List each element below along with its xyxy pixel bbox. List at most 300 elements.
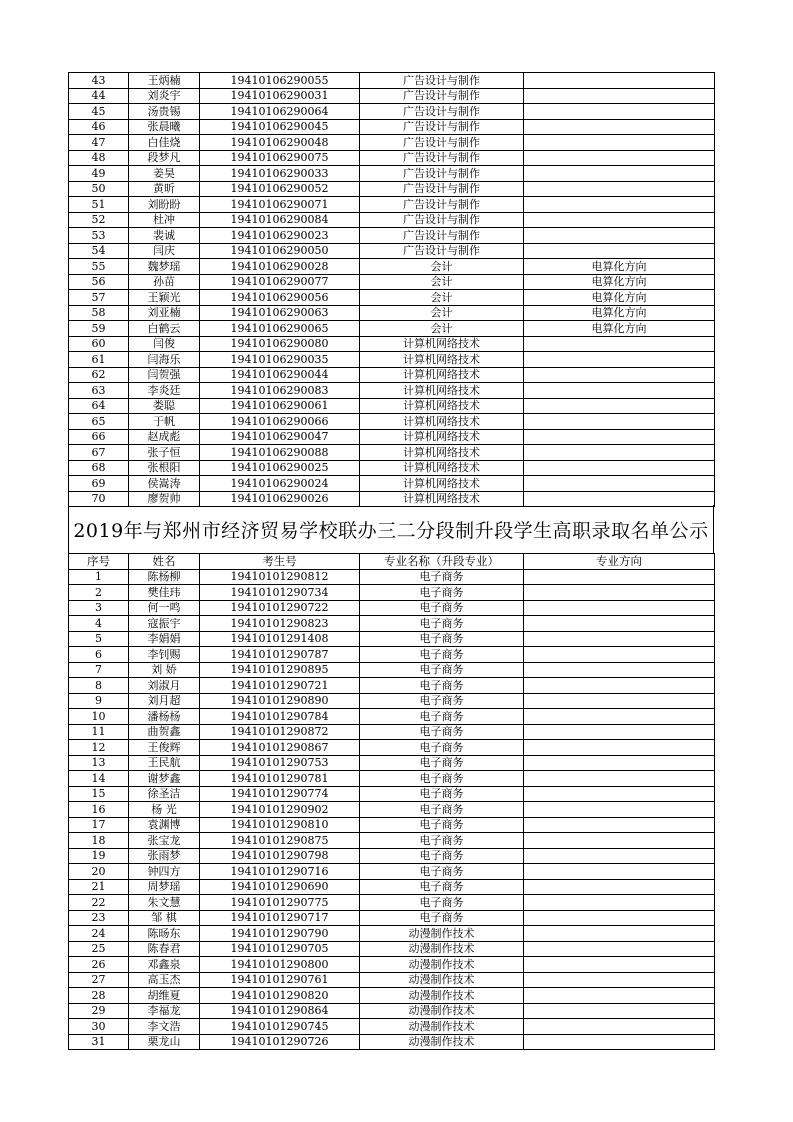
cell-direction <box>524 786 715 802</box>
cell-direction <box>524 802 715 818</box>
cell-index: 28 <box>69 988 129 1004</box>
cell-name: 闫俊 <box>129 336 200 352</box>
table-row <box>69 73 715 89</box>
cell-name: 段梦凡 <box>129 150 200 166</box>
cell-major: 电子商务 <box>360 600 524 616</box>
cell-direction <box>524 383 715 399</box>
cell-index: 16 <box>69 802 129 818</box>
cell-index: 64 <box>69 398 129 414</box>
cell-exam-id: 19410101290902 <box>200 802 360 818</box>
cell-major: 电子商务 <box>360 616 524 632</box>
cell-direction <box>524 972 715 988</box>
cell-major: 动漫制作技术 <box>360 926 524 942</box>
cell-name: 王俊辉 <box>129 740 200 756</box>
cell-index: 18 <box>69 833 129 849</box>
cell-index: 63 <box>69 383 129 399</box>
cell-major: 会计 <box>360 290 524 306</box>
cell-exam-id: 19410106290028 <box>200 259 360 275</box>
cell-index: 13 <box>69 755 129 771</box>
cell-name: 朱文慧 <box>129 895 200 911</box>
cell-name: 刘淑月 <box>129 678 200 694</box>
cell-exam-id: 19410106290077 <box>200 274 360 290</box>
cell-index: 8 <box>69 678 129 694</box>
cell-major: 广告设计与制作 <box>360 212 524 228</box>
cell-index: 65 <box>69 414 129 430</box>
cell-exam-id: 19410101290716 <box>200 864 360 880</box>
cell-direction <box>524 414 715 430</box>
cell-direction <box>524 73 715 89</box>
cell-exam-id: 19410106290052 <box>200 181 360 197</box>
cell-major: 电子商务 <box>360 848 524 864</box>
cell-major: 电子商务 <box>360 895 524 911</box>
cell-index: 46 <box>69 119 129 135</box>
cell-direction <box>524 166 715 182</box>
table-row <box>69 910 715 926</box>
cell-major: 电子商务 <box>360 817 524 833</box>
cell-major: 电子商务 <box>360 724 524 740</box>
cell-name: 黄昕 <box>129 181 200 197</box>
cell-direction <box>524 988 715 1004</box>
cell-exam-id: 19410106290056 <box>200 290 360 306</box>
cell-direction: 电算化方向 <box>524 321 715 337</box>
cell-direction <box>524 600 715 616</box>
table-row <box>69 352 715 368</box>
table-row <box>69 755 715 771</box>
cell-name: 娄聪 <box>129 398 200 414</box>
cell-name: 张子恒 <box>129 445 200 461</box>
table-row <box>69 414 715 430</box>
cell-direction <box>524 1034 715 1050</box>
cell-direction <box>524 429 715 445</box>
cell-index: 68 <box>69 460 129 476</box>
cell-direction <box>524 941 715 957</box>
table-row <box>69 895 715 911</box>
cell-exam-id: 19410106290065 <box>200 321 360 337</box>
cell-major: 电子商务 <box>360 740 524 756</box>
cell-index: 70 <box>69 491 129 507</box>
cell-exam-id: 19410106290031 <box>200 88 360 104</box>
cell-exam-id: 19410106290055 <box>200 73 360 89</box>
cell-name: 胡维夏 <box>129 988 200 1004</box>
cell-name: 刘盼盼 <box>129 197 200 213</box>
cell-direction <box>524 1003 715 1019</box>
cell-index: 50 <box>69 181 129 197</box>
table-row <box>69 724 715 740</box>
cell-exam-id: 19410106290064 <box>200 104 360 120</box>
cell-name: 高玉杰 <box>129 972 200 988</box>
table-row <box>69 879 715 895</box>
cell-major: 电子商务 <box>360 755 524 771</box>
cell-major: 广告设计与制作 <box>360 88 524 104</box>
cell-exam-id: 19410101290784 <box>200 709 360 725</box>
cell-major: 广告设计与制作 <box>360 166 524 182</box>
table-row <box>69 802 715 818</box>
header-row <box>69 554 715 570</box>
table-row <box>69 429 715 445</box>
cell-name: 樊佳玮 <box>129 585 200 601</box>
cell-name: 廖贺帅 <box>129 491 200 507</box>
cell-exam-id: 19410101290864 <box>200 1003 360 1019</box>
cell-index: 21 <box>69 879 129 895</box>
cell-direction <box>524 910 715 926</box>
table-body <box>69 73 715 507</box>
cell-direction <box>524 662 715 678</box>
cell-major: 会计 <box>360 305 524 321</box>
cell-name: 张晨曦 <box>129 119 200 135</box>
cell-name: 张根阳 <box>129 460 200 476</box>
cell-name: 钟四方 <box>129 864 200 880</box>
cell-name: 李炎廷 <box>129 383 200 399</box>
cell-index: 24 <box>69 926 129 942</box>
table-row <box>69 383 715 399</box>
cell-index: 61 <box>69 352 129 368</box>
cell-major: 计算机网络技术 <box>360 460 524 476</box>
cell-major: 电子商务 <box>360 802 524 818</box>
header-major: 专业名称（升段专业） <box>360 554 524 570</box>
cell-major: 电子商务 <box>360 910 524 926</box>
cell-index: 47 <box>69 135 129 151</box>
table-row <box>69 197 715 213</box>
cell-index: 11 <box>69 724 129 740</box>
cell-index: 29 <box>69 1003 129 1019</box>
cell-direction <box>524 398 715 414</box>
table-row <box>69 305 715 321</box>
cell-exam-id: 19410106290088 <box>200 445 360 461</box>
cell-major: 电子商务 <box>360 631 524 647</box>
table-row <box>69 771 715 787</box>
header-index: 序号 <box>69 554 129 570</box>
cell-exam-id: 19410101290812 <box>200 569 360 585</box>
cell-name: 刘炎宇 <box>129 88 200 104</box>
cell-index: 10 <box>69 709 129 725</box>
cell-name: 魏梦瑶 <box>129 259 200 275</box>
cell-index: 43 <box>69 73 129 89</box>
cell-exam-id: 19410106290035 <box>200 352 360 368</box>
cell-major: 动漫制作技术 <box>360 988 524 1004</box>
cell-name: 袁渊博 <box>129 817 200 833</box>
table-row <box>69 243 715 259</box>
cell-index: 56 <box>69 274 129 290</box>
table-row <box>69 460 715 476</box>
table-row <box>69 259 715 275</box>
cell-direction <box>524 631 715 647</box>
cell-index: 27 <box>69 972 129 988</box>
cell-exam-id: 19410101290875 <box>200 833 360 849</box>
cell-index: 3 <box>69 600 129 616</box>
cell-name: 徐圣洁 <box>129 786 200 802</box>
cell-exam-id: 19410101290722 <box>200 600 360 616</box>
cell-exam-id: 19410106290084 <box>200 212 360 228</box>
cell-major: 计算机网络技术 <box>360 336 524 352</box>
cell-name: 潘杨杨 <box>129 709 200 725</box>
table-row <box>69 740 715 756</box>
cell-name: 李文浩 <box>129 1019 200 1035</box>
cell-direction <box>524 755 715 771</box>
cell-major: 广告设计与制作 <box>360 228 524 244</box>
cell-index: 58 <box>69 305 129 321</box>
cell-direction <box>524 181 715 197</box>
table-row <box>69 941 715 957</box>
cell-index: 51 <box>69 197 129 213</box>
cell-major: 电子商务 <box>360 569 524 585</box>
cell-exam-id: 19410101290895 <box>200 662 360 678</box>
table-row <box>69 476 715 492</box>
cell-name: 邹 棋 <box>129 910 200 926</box>
cell-name: 杨 光 <box>129 802 200 818</box>
cell-exam-id: 19410106290047 <box>200 429 360 445</box>
table-row <box>69 988 715 1004</box>
cell-major: 计算机网络技术 <box>360 367 524 383</box>
cell-major: 电子商务 <box>360 833 524 849</box>
table-row <box>69 693 715 709</box>
table-row <box>69 367 715 383</box>
cell-name: 张雨梦 <box>129 848 200 864</box>
cell-name: 王炳楠 <box>129 73 200 89</box>
cell-exam-id: 19410106290025 <box>200 460 360 476</box>
cell-direction <box>524 88 715 104</box>
cell-index: 45 <box>69 104 129 120</box>
cell-index: 62 <box>69 367 129 383</box>
cell-exam-id: 19410106290061 <box>200 398 360 414</box>
cell-exam-id: 19410106290024 <box>200 476 360 492</box>
cell-name: 李福龙 <box>129 1003 200 1019</box>
table-row <box>69 274 715 290</box>
cell-exam-id: 19410106290066 <box>200 414 360 430</box>
cell-name: 闫庆 <box>129 243 200 259</box>
cell-major: 电子商务 <box>360 786 524 802</box>
table-row <box>69 398 715 414</box>
cell-exam-id: 19410101290810 <box>200 817 360 833</box>
cell-name: 王颖光 <box>129 290 200 306</box>
cell-index: 9 <box>69 693 129 709</box>
table-row <box>69 104 715 120</box>
cell-major: 广告设计与制作 <box>360 73 524 89</box>
cell-major: 会计 <box>360 274 524 290</box>
table-row <box>69 662 715 678</box>
table-row <box>69 709 715 725</box>
cell-direction <box>524 460 715 476</box>
cell-exam-id: 19410106290033 <box>200 166 360 182</box>
table-row <box>69 631 715 647</box>
cell-name: 寇振宇 <box>129 616 200 632</box>
table-row <box>69 786 715 802</box>
cell-exam-id: 19410101291408 <box>200 631 360 647</box>
table-row <box>69 1019 715 1035</box>
cell-name: 张宝龙 <box>129 833 200 849</box>
cell-direction <box>524 228 715 244</box>
section-title: 2019年与郑州市经济贸易学校联办三二分段制升段学生高职录取名单公示 <box>68 505 714 553</box>
cell-index: 12 <box>69 740 129 756</box>
cell-direction <box>524 104 715 120</box>
cell-name: 于帆 <box>129 414 200 430</box>
table-row <box>69 864 715 880</box>
cell-index: 30 <box>69 1019 129 1035</box>
cell-exam-id: 19410101290775 <box>200 895 360 911</box>
cell-exam-id: 19410101290872 <box>200 724 360 740</box>
cell-direction <box>524 569 715 585</box>
cell-direction <box>524 817 715 833</box>
cell-direction <box>524 336 715 352</box>
cell-direction <box>524 476 715 492</box>
cell-name: 曲贺鑫 <box>129 724 200 740</box>
cell-direction <box>524 119 715 135</box>
header-direction: 专业方向 <box>524 554 715 570</box>
cell-major: 广告设计与制作 <box>360 150 524 166</box>
cell-name: 何一鸣 <box>129 600 200 616</box>
cell-major: 计算机网络技术 <box>360 445 524 461</box>
cell-exam-id: 19410101290781 <box>200 771 360 787</box>
cell-direction <box>524 150 715 166</box>
cell-major: 电子商务 <box>360 879 524 895</box>
cell-exam-id: 19410101290721 <box>200 678 360 694</box>
cell-major: 电子商务 <box>360 585 524 601</box>
table-row <box>69 972 715 988</box>
table-row <box>69 321 715 337</box>
cell-direction <box>524 957 715 973</box>
cell-major: 广告设计与制作 <box>360 243 524 259</box>
cell-index: 54 <box>69 243 129 259</box>
cell-direction <box>524 135 715 151</box>
cell-exam-id: 19410106290048 <box>200 135 360 151</box>
cell-index: 55 <box>69 259 129 275</box>
cell-direction <box>524 926 715 942</box>
cell-exam-id: 19410106290071 <box>200 197 360 213</box>
cell-exam-id: 19410101290820 <box>200 988 360 1004</box>
cell-name: 裴诚 <box>129 228 200 244</box>
table-row <box>69 119 715 135</box>
cell-index: 17 <box>69 817 129 833</box>
cell-index: 52 <box>69 212 129 228</box>
cell-direction <box>524 647 715 663</box>
cell-major: 广告设计与制作 <box>360 197 524 213</box>
cell-index: 59 <box>69 321 129 337</box>
cell-index: 31 <box>69 1034 129 1050</box>
table-row <box>69 212 715 228</box>
cell-index: 69 <box>69 476 129 492</box>
cell-major: 广告设计与制作 <box>360 104 524 120</box>
admission-table-zhengzhou <box>68 553 715 1050</box>
cell-direction: 电算化方向 <box>524 274 715 290</box>
cell-name: 杜冲 <box>129 212 200 228</box>
cell-name: 栗龙山 <box>129 1034 200 1050</box>
cell-name: 侯嵩涛 <box>129 476 200 492</box>
table-row <box>69 926 715 942</box>
cell-major: 计算机网络技术 <box>360 352 524 368</box>
table-row <box>69 228 715 244</box>
cell-direction: 电算化方向 <box>524 259 715 275</box>
cell-index: 53 <box>69 228 129 244</box>
table-row <box>69 150 715 166</box>
cell-major: 计算机网络技术 <box>360 429 524 445</box>
table-row <box>69 848 715 864</box>
table-row <box>69 445 715 461</box>
cell-exam-id: 19410101290823 <box>200 616 360 632</box>
cell-direction <box>524 678 715 694</box>
table-row <box>69 678 715 694</box>
cell-major: 动漫制作技术 <box>360 1003 524 1019</box>
cell-index: 25 <box>69 941 129 957</box>
cell-exam-id: 19410106290050 <box>200 243 360 259</box>
table-row <box>69 88 715 104</box>
admission-table-continued <box>68 72 715 507</box>
cell-major: 电子商务 <box>360 771 524 787</box>
cell-exam-id: 19410101290798 <box>200 848 360 864</box>
cell-exam-id: 19410106290083 <box>200 383 360 399</box>
cell-direction <box>524 895 715 911</box>
cell-major: 动漫制作技术 <box>360 957 524 973</box>
cell-name: 汤贵锡 <box>129 104 200 120</box>
cell-major: 广告设计与制作 <box>360 181 524 197</box>
cell-exam-id: 19410101290800 <box>200 957 360 973</box>
cell-exam-id: 19410101290726 <box>200 1034 360 1050</box>
cell-name: 闫海乐 <box>129 352 200 368</box>
cell-index: 14 <box>69 771 129 787</box>
cell-major: 动漫制作技术 <box>360 972 524 988</box>
cell-index: 26 <box>69 957 129 973</box>
table-row <box>69 616 715 632</box>
cell-index: 1 <box>69 569 129 585</box>
cell-index: 7 <box>69 662 129 678</box>
cell-index: 67 <box>69 445 129 461</box>
cell-direction <box>524 848 715 864</box>
cell-name: 谢梦鑫 <box>129 771 200 787</box>
table-row <box>69 1034 715 1050</box>
cell-direction <box>524 1019 715 1035</box>
cell-direction <box>524 197 715 213</box>
cell-name: 孙苗 <box>129 274 200 290</box>
cell-name: 李钊赐 <box>129 647 200 663</box>
cell-name: 周梦瑶 <box>129 879 200 895</box>
cell-name: 闫贺强 <box>129 367 200 383</box>
table-row <box>69 817 715 833</box>
cell-name: 白鹤云 <box>129 321 200 337</box>
cell-direction <box>524 833 715 849</box>
cell-major: 计算机网络技术 <box>360 383 524 399</box>
cell-major: 电子商务 <box>360 864 524 880</box>
cell-major: 电子商务 <box>360 709 524 725</box>
table-row <box>69 600 715 616</box>
cell-direction <box>524 367 715 383</box>
cell-index: 4 <box>69 616 129 632</box>
cell-major: 电子商务 <box>360 678 524 694</box>
cell-name: 陈春君 <box>129 941 200 957</box>
cell-name: 刘 娇 <box>129 662 200 678</box>
cell-exam-id: 19410101290705 <box>200 941 360 957</box>
table-row <box>69 647 715 663</box>
cell-index: 6 <box>69 647 129 663</box>
cell-major: 计算机网络技术 <box>360 476 524 492</box>
cell-direction <box>524 352 715 368</box>
cell-direction: 电算化方向 <box>524 290 715 306</box>
cell-exam-id: 19410101290717 <box>200 910 360 926</box>
cell-direction <box>524 445 715 461</box>
cell-exam-id: 19410106290023 <box>200 228 360 244</box>
cell-exam-id: 19410101290745 <box>200 1019 360 1035</box>
cell-index: 23 <box>69 910 129 926</box>
cell-name: 赵成彪 <box>129 429 200 445</box>
cell-major: 计算机网络技术 <box>360 398 524 414</box>
cell-major: 计算机网络技术 <box>360 491 524 507</box>
cell-name: 白佳烧 <box>129 135 200 151</box>
cell-exam-id: 19410106290026 <box>200 491 360 507</box>
cell-major: 广告设计与制作 <box>360 135 524 151</box>
cell-major: 动漫制作技术 <box>360 941 524 957</box>
cell-exam-id: 19410101290734 <box>200 585 360 601</box>
cell-index: 57 <box>69 290 129 306</box>
cell-direction <box>524 879 715 895</box>
cell-index: 19 <box>69 848 129 864</box>
cell-major: 动漫制作技术 <box>360 1019 524 1035</box>
